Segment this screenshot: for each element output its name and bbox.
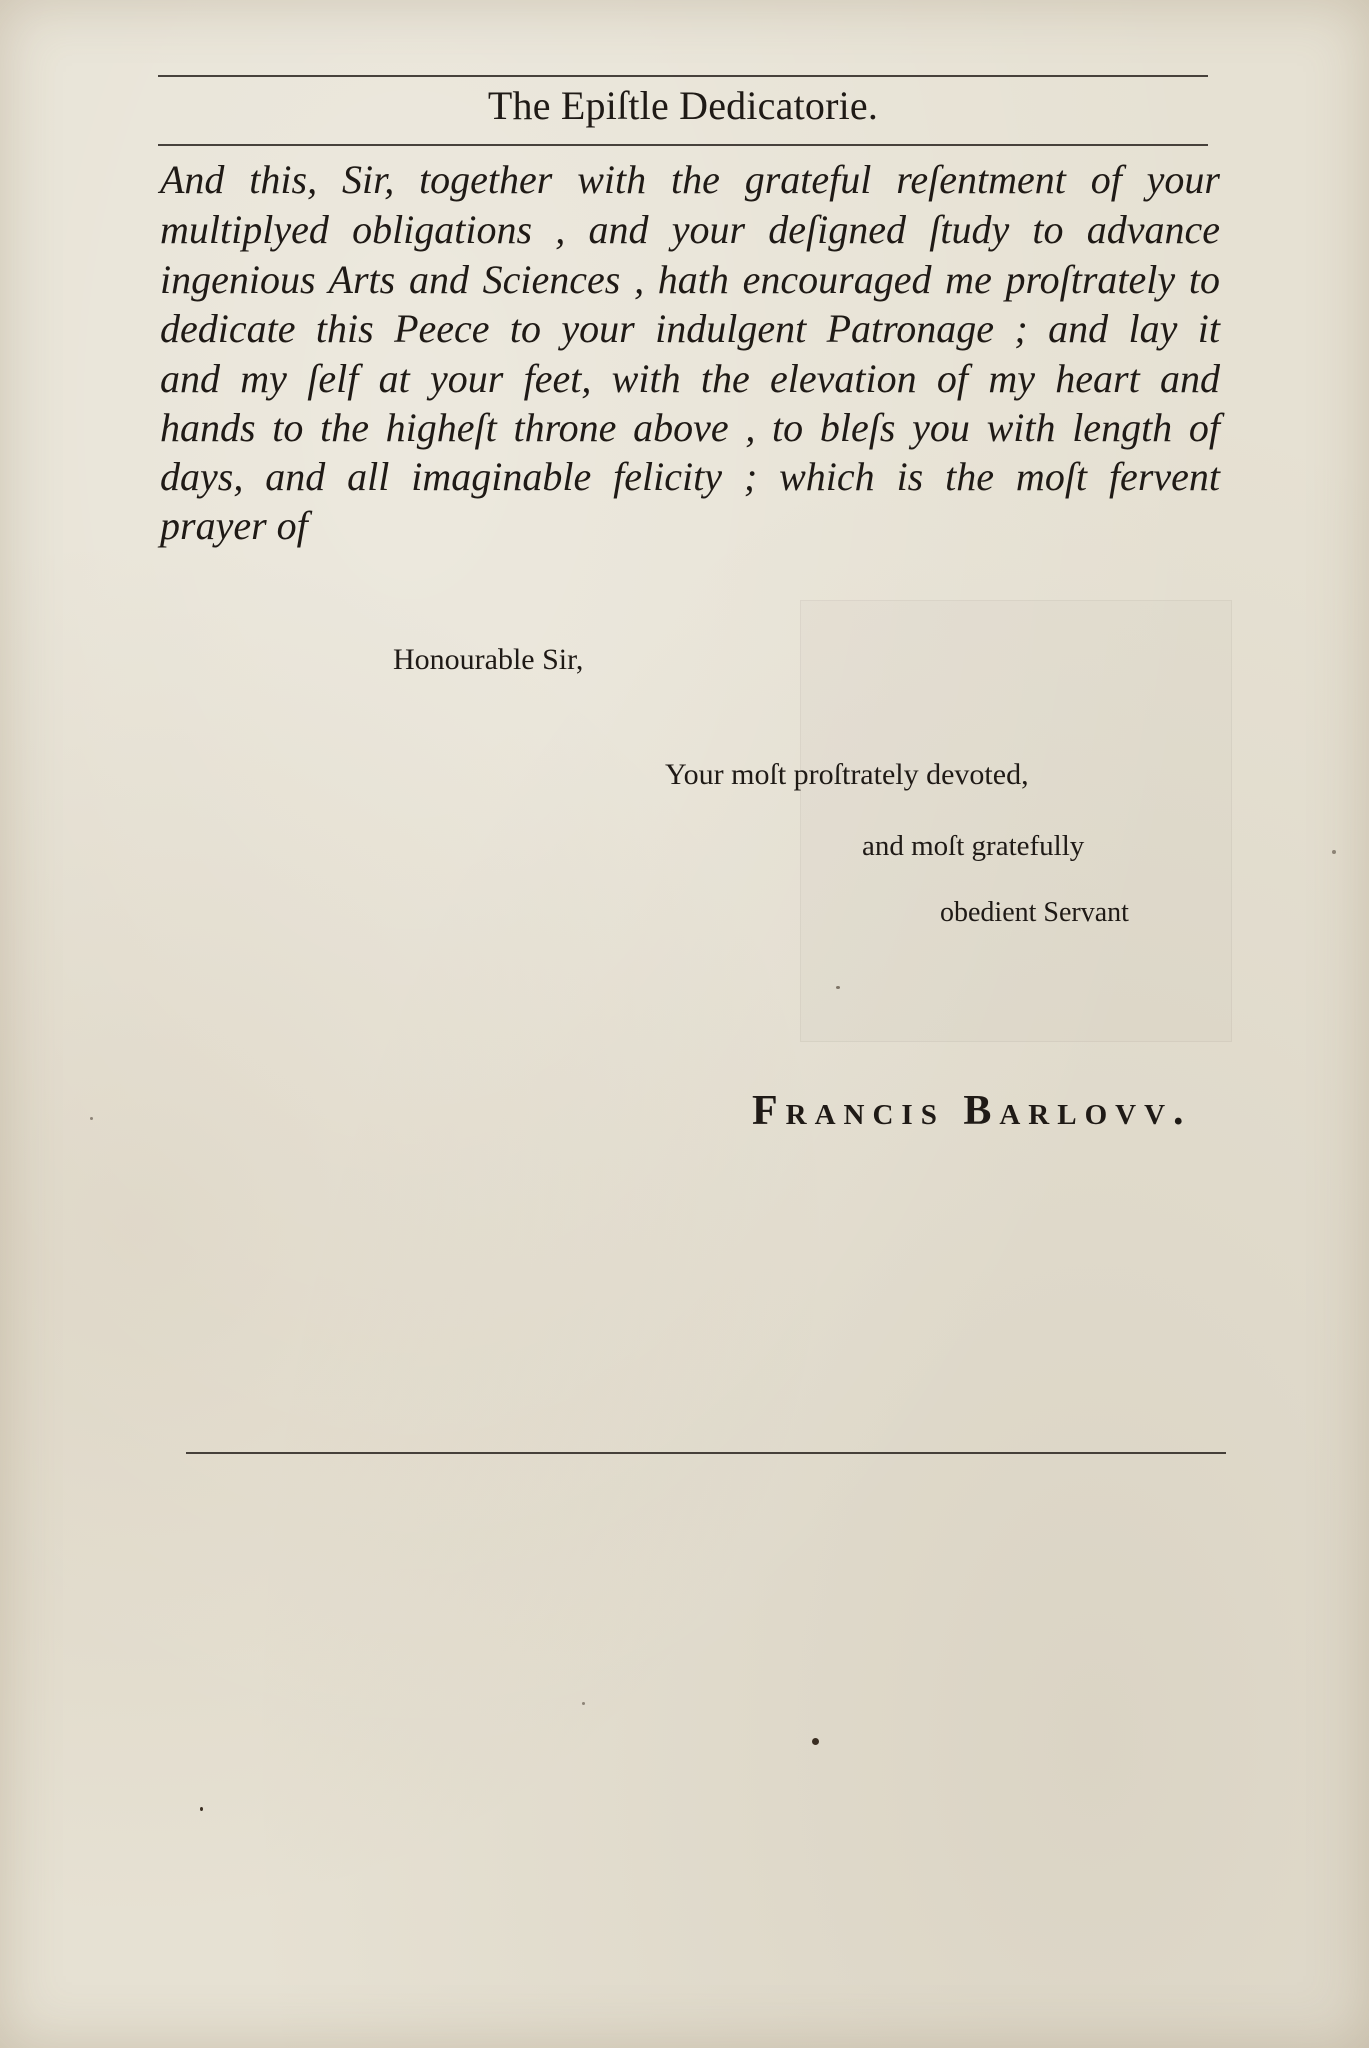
paper-speck	[812, 1738, 819, 1745]
paper-speck	[582, 1702, 585, 1705]
header-rule-top	[158, 75, 1208, 77]
paper-speck	[1332, 850, 1336, 854]
paragraph-line: multiplyed obligations , and your deſigned ſtudy to advance	[160, 207, 1220, 252]
show-through-block	[800, 600, 1232, 1042]
paragraph-line: ingenious Arts and Sciences , hath encouraged me proſtrately to	[160, 257, 1220, 302]
signature: Francis Barlovv.	[752, 1088, 1192, 1134]
paper-speck	[836, 986, 840, 989]
paragraph-line: And this, Sir, together with the grateful reſentment of your	[160, 157, 1220, 202]
footer-rule	[186, 1452, 1226, 1454]
paragraph-line: prayer of	[160, 503, 308, 548]
paragraph-line: days, and all imaginable felicity ; which is the moſt fervent	[160, 454, 1220, 499]
paragraph-line: hands to the higheſt throne above , to bleſs you with length of	[160, 405, 1220, 450]
paper-speck	[200, 1807, 203, 1811]
closing-line-3: obedient Servant	[940, 897, 1129, 928]
running-head: The Epiſtle Dedicatorie.	[487, 83, 879, 128]
header-rule-bottom	[158, 144, 1208, 146]
paragraph-line: dedicate this Peece to your indulgent Patronage ; and lay it	[160, 306, 1220, 351]
salutation: Honourable Sir,	[393, 643, 584, 676]
paper-speck	[90, 1117, 93, 1120]
paragraph-line: and my ſelf at your feet, with the elevation of my heart and	[160, 356, 1220, 401]
closing-line-1: Your moſt proſtrately devoted,	[665, 758, 1029, 791]
closing-line-2: and moſt gratefully	[862, 830, 1085, 862]
dedication-paragraph	[160, 157, 1220, 580]
